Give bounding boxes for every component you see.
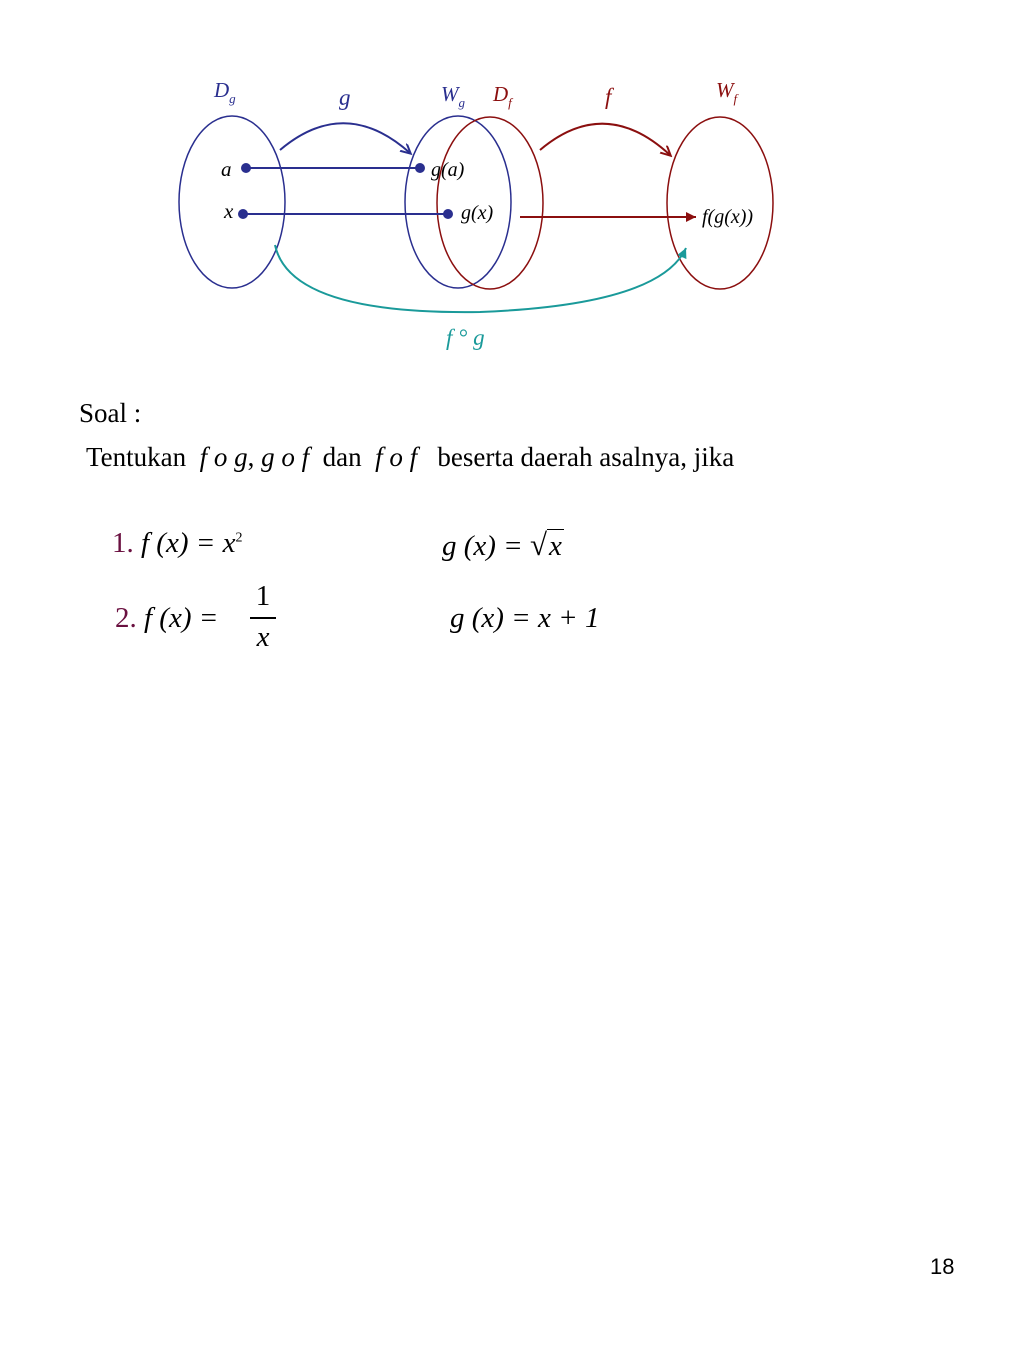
problem-1-f-exponent: 2: [235, 530, 243, 546]
label-g-of-x: g(x): [461, 202, 494, 224]
problem-1-g-expression: g (x) =: [442, 530, 531, 562]
instruction-fof: f o f: [375, 442, 418, 472]
problem-1-g: [442, 527, 564, 563]
label-df: $D_f$: [493, 82, 512, 110]
problem-1-number: 1.: [112, 527, 134, 559]
g-mapping-arrow: [280, 123, 410, 153]
point-ga-dot: [415, 163, 425, 173]
problem-2-f: [115, 602, 218, 635]
point-a-dot: [241, 163, 251, 173]
fraction-denominator: x: [256, 621, 270, 653]
label-wf: $W_f$: [716, 78, 738, 106]
label-g-of-a: g(a): [431, 159, 465, 181]
problem-2-f-expression: f (x) =: [144, 602, 219, 634]
soal-title: Soal :: [79, 398, 142, 428]
sqrt-symbol: √: [530, 527, 548, 562]
point-gx-dot: [443, 209, 453, 219]
problem-2-g: [450, 602, 599, 635]
problem-1-f: [112, 527, 242, 560]
point-x-dot: [238, 209, 248, 219]
instruction-suffix: beserta daerah asalnya, jika: [437, 442, 735, 472]
range-f-ellipse: [667, 117, 773, 289]
instruction-dan: dan: [322, 442, 362, 472]
problem-2-number: 2.: [115, 602, 137, 634]
instruction-comma: ,: [247, 442, 255, 472]
label-f-arrow: f: [605, 84, 612, 109]
problem-2-fraction: [250, 580, 276, 654]
label-a: a: [221, 157, 232, 181]
instruction-gof: g o f: [261, 442, 310, 472]
problem-1-g-radicand: x: [549, 530, 562, 562]
page-number: 18: [930, 1254, 955, 1279]
label-g-arrow: g: [339, 85, 351, 110]
label-x: x: [224, 199, 234, 223]
function-composition-diagram: [0, 0, 1024, 370]
label-composition: f ° g: [446, 325, 485, 350]
composition-arrow: [275, 245, 686, 312]
label-f-of-g-of-x: f(g(x)): [702, 206, 754, 228]
range-g-ellipse: [405, 116, 511, 288]
instruction-prefix: Tentukan: [86, 442, 187, 472]
problem-2-g-expression: g (x) = x + 1: [450, 602, 600, 634]
instruction-fog: f o g: [199, 442, 248, 472]
label-wg: $W_g$: [441, 82, 465, 110]
fraction-numerator: 1: [255, 580, 271, 612]
f-mapping-arrow: [540, 124, 670, 155]
label-dg: $D_g$: [214, 78, 236, 106]
fraction-bar: [250, 617, 276, 619]
instruction-text: [86, 442, 734, 473]
problem-1-f-expression: f (x) = x: [141, 527, 236, 559]
